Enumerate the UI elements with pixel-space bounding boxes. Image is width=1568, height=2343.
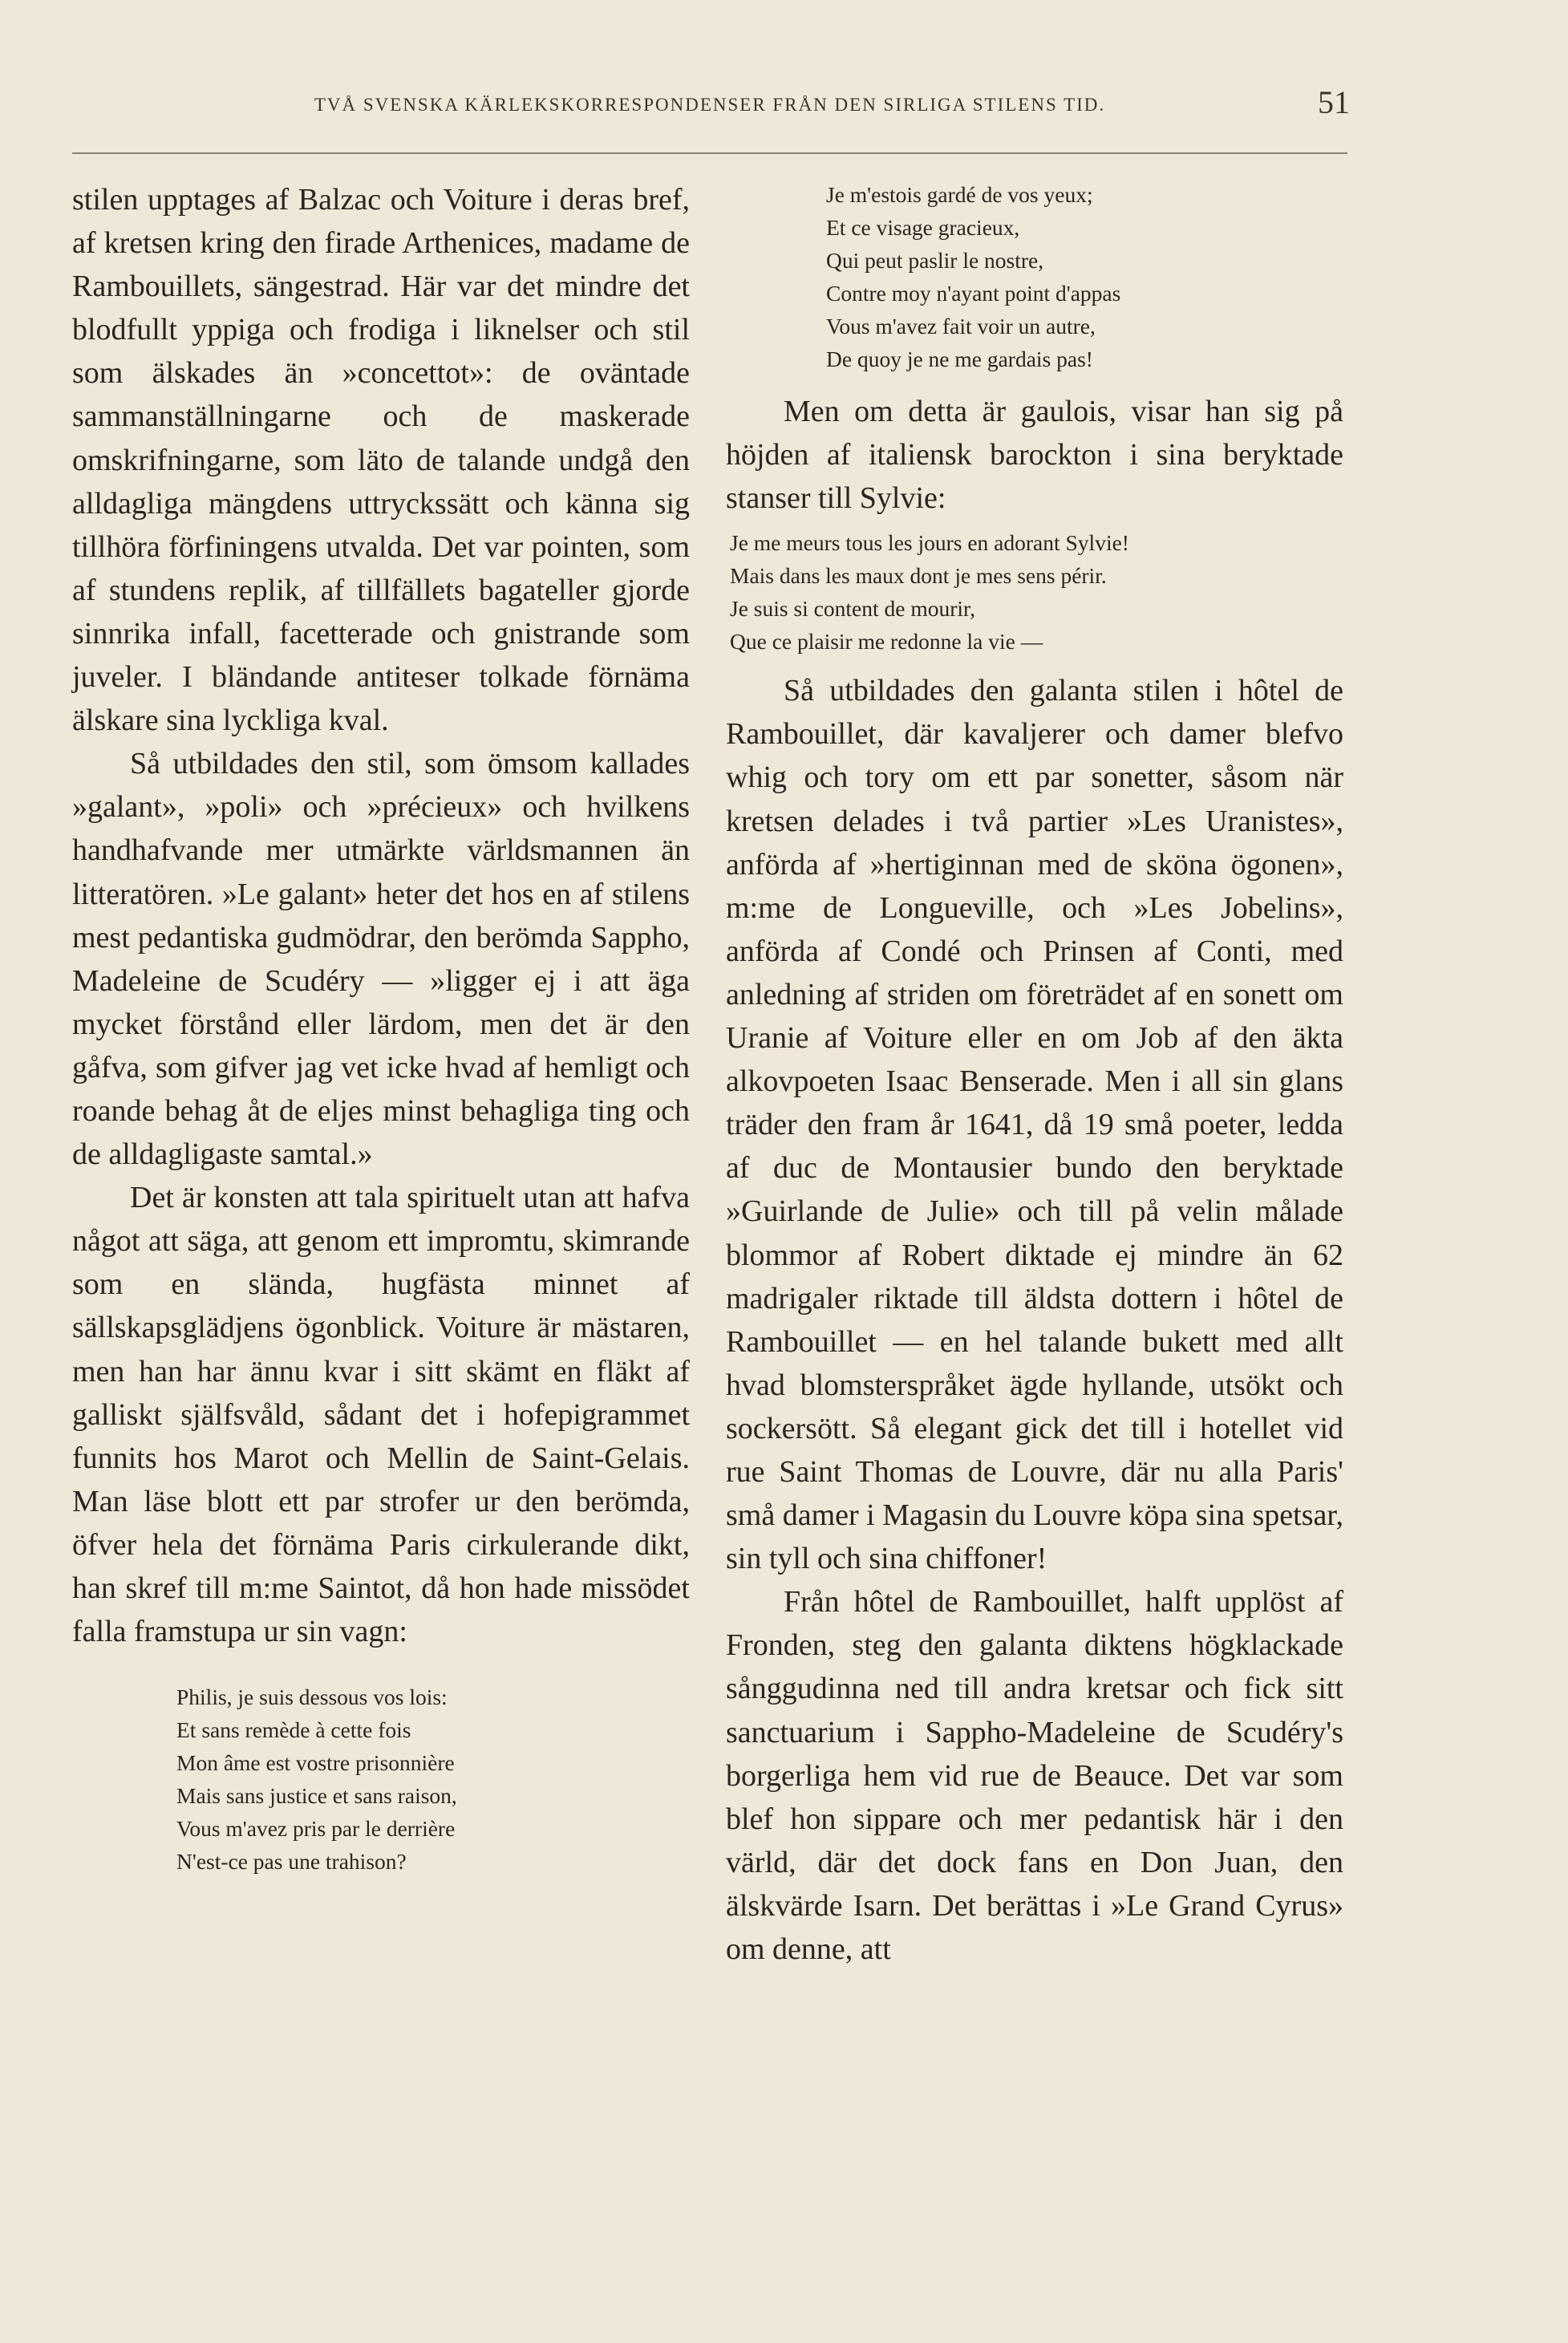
paragraph: Så utbildades den stil, som ömsom kallades »galant», »poli» och »précieux» och hvilkens handhafvande mer utmärkte världsmannen än litteratören. »Le galant» heter det hos en af stilens mest pedantiska gudmödrar, den berömda Sappho, Madeleine de Scudéry — »ligger ej i att äga mycket förstånd eller lärdom, men det är den gåfva, som gifver jag vet icke hvad af hemligt och roande behag åt de eljes minst behagliga ting och de alldagligaste samtal.» xyxy=(72,747,690,1172)
verse-line: Que ce plaisir me redonne la vie — xyxy=(730,629,1043,655)
verse-line: Mon âme est vostre prisonnière xyxy=(176,1750,455,1776)
verse-philis xyxy=(72,1680,690,1878)
paragraph: Från hôtel de Rambouillet, halft upplöst af Fronden, steg den galanta diktens högklackade sånggudinna ned till andra kretsar och fick sitt sanctuarium i Sappho-Madeleine de Scudéry's borgerliga hem vid rue de Beauce. Det var som blef hon sippare och mer pedantisk här i den värld, där det dock fans en Don Juan, den älskvärde Isarn. Det berättas i »Le Grand Cyrus» om denne, att xyxy=(726,1585,1343,1966)
verse-line: De quoy je ne me gardais pas! xyxy=(826,347,1093,371)
verse-line: Vous m'avez fait voir un autre, xyxy=(826,314,1096,338)
verse-line: Je suis si content de mourir, xyxy=(730,596,975,622)
running-title: TVÅ SVENSKA KÄRLEKSKORRESPONDENSER FRÅN DEN SIRLIGA STILENS TID. xyxy=(314,95,1106,115)
verse-line: Je m'estois gardé de vos yeux; xyxy=(826,182,1093,207)
verse-line: N'est-ce pas une trahison? xyxy=(176,1849,407,1875)
paragraph: stilen upptages af Balzac och Voiture i deras bref, af kretsen kring den firade Arthenices, madame de Rambouillets, sängestrad. Här var det mindre det blodfullt yppiga och frodiga i liknelser och stil som älskades än »concettot»: de oväntade sammanställningarne och de maskerade omskrifningarne, som läto de talande undgå den alldagliga mängdens uttryckssätt och känna sig tillhöra förfiningens utvalda. Det var pointen, som af stundens replik, af tillfällets bagateller gjorde sinnrika infall, facetterade och gnistrande som juveler. I bländande antiteser tolkade förnäma älskare sina lyckliga kval. xyxy=(72,183,690,738)
paragraph: Det är konsten att tala spirituelt utan att hafva något att säga, att genom ett impromtu, skimrande som en slända, hugfästa minnet af sällskapsglädjens ögonblick. Voiture är mästaren, men han har ännu kvar i sitt skämt en fläkt af galliskt själfsvåld, sådant det i hofepigrammet funnits hos Marot och Mellin de Saint-Gelais. Man läse blott ett par strofer ur den berömda, öfver hela det förnäma Paris cirkulerande dikt, han skref till m:me Saintot, då hon hade missödet falla framstupa ur sin vagn: xyxy=(72,1181,690,1649)
verse-line: Mais dans les maux dont je mes sens périr. xyxy=(730,563,1107,589)
verse-line: Vous m'avez pris par le derrière xyxy=(176,1816,456,1842)
right-column xyxy=(726,178,1343,1971)
paragraph: Men om detta är gaulois, visar han sig på höjden af italiensk barockton i sina beryktade stanser till Sylvie: xyxy=(726,395,1343,516)
left-column xyxy=(72,178,690,1878)
verse-line: Et ce visage gracieux, xyxy=(826,215,1020,240)
verse-line: Qui peut paslir le nostre, xyxy=(826,248,1044,273)
verse-line: Mais sans justice et sans raison, xyxy=(176,1783,457,1809)
verse-continuation xyxy=(726,178,1343,375)
verse-sylvie xyxy=(726,526,1343,658)
page-number: 51 xyxy=(1318,84,1350,120)
verse-line: Philis, je suis dessous vos lois: xyxy=(176,1684,448,1710)
verse-line: Contre moy n'ayant point d'appas xyxy=(826,281,1121,306)
verse-line: Je me meurs tous les jours en adorant Sylvie! xyxy=(730,530,1129,556)
paragraph: Så utbildades den galanta stilen i hôtel de Rambouillet, där kavaljerer och damer blefvo whig och tory om ett par sonetter, såsom när kretsen delades i två partier »Les Uranistes», anförda af »hertiginnan med de sköna ögonen», m:me de Longueville, och »Les Jobelins», anförda af Condé och Prinsen af Conti, med anledning af striden om företrädet af en sonett om Uranie af Voiture eller en om Job af den äkta alkovpoeten Isaac Benserade. Men i all sin glans träder den fram år 1641, då 19 små poeter, ledda af duc de Montausier bundo den beryktade »Guirlande de Julie» och till på velin målade blommor af Robert diktade ej mindre än 62 madrigaler riktade till äldsta dottern i hôtel de Rambouillet — en hel talande bukett med allt hvad blomsterspråket ägde hyllande, utsökt och sockersött. Så elegant gick det till i hotellet vid rue Saint Thomas de Louvre, där nu alla Paris' små damer i Magasin du Louvre köpa sina spetsar, sin tyll och sina chiffoner! xyxy=(726,674,1343,1576)
header-rule xyxy=(72,152,1347,154)
verse-line: Et sans remède à cette fois xyxy=(176,1717,411,1743)
